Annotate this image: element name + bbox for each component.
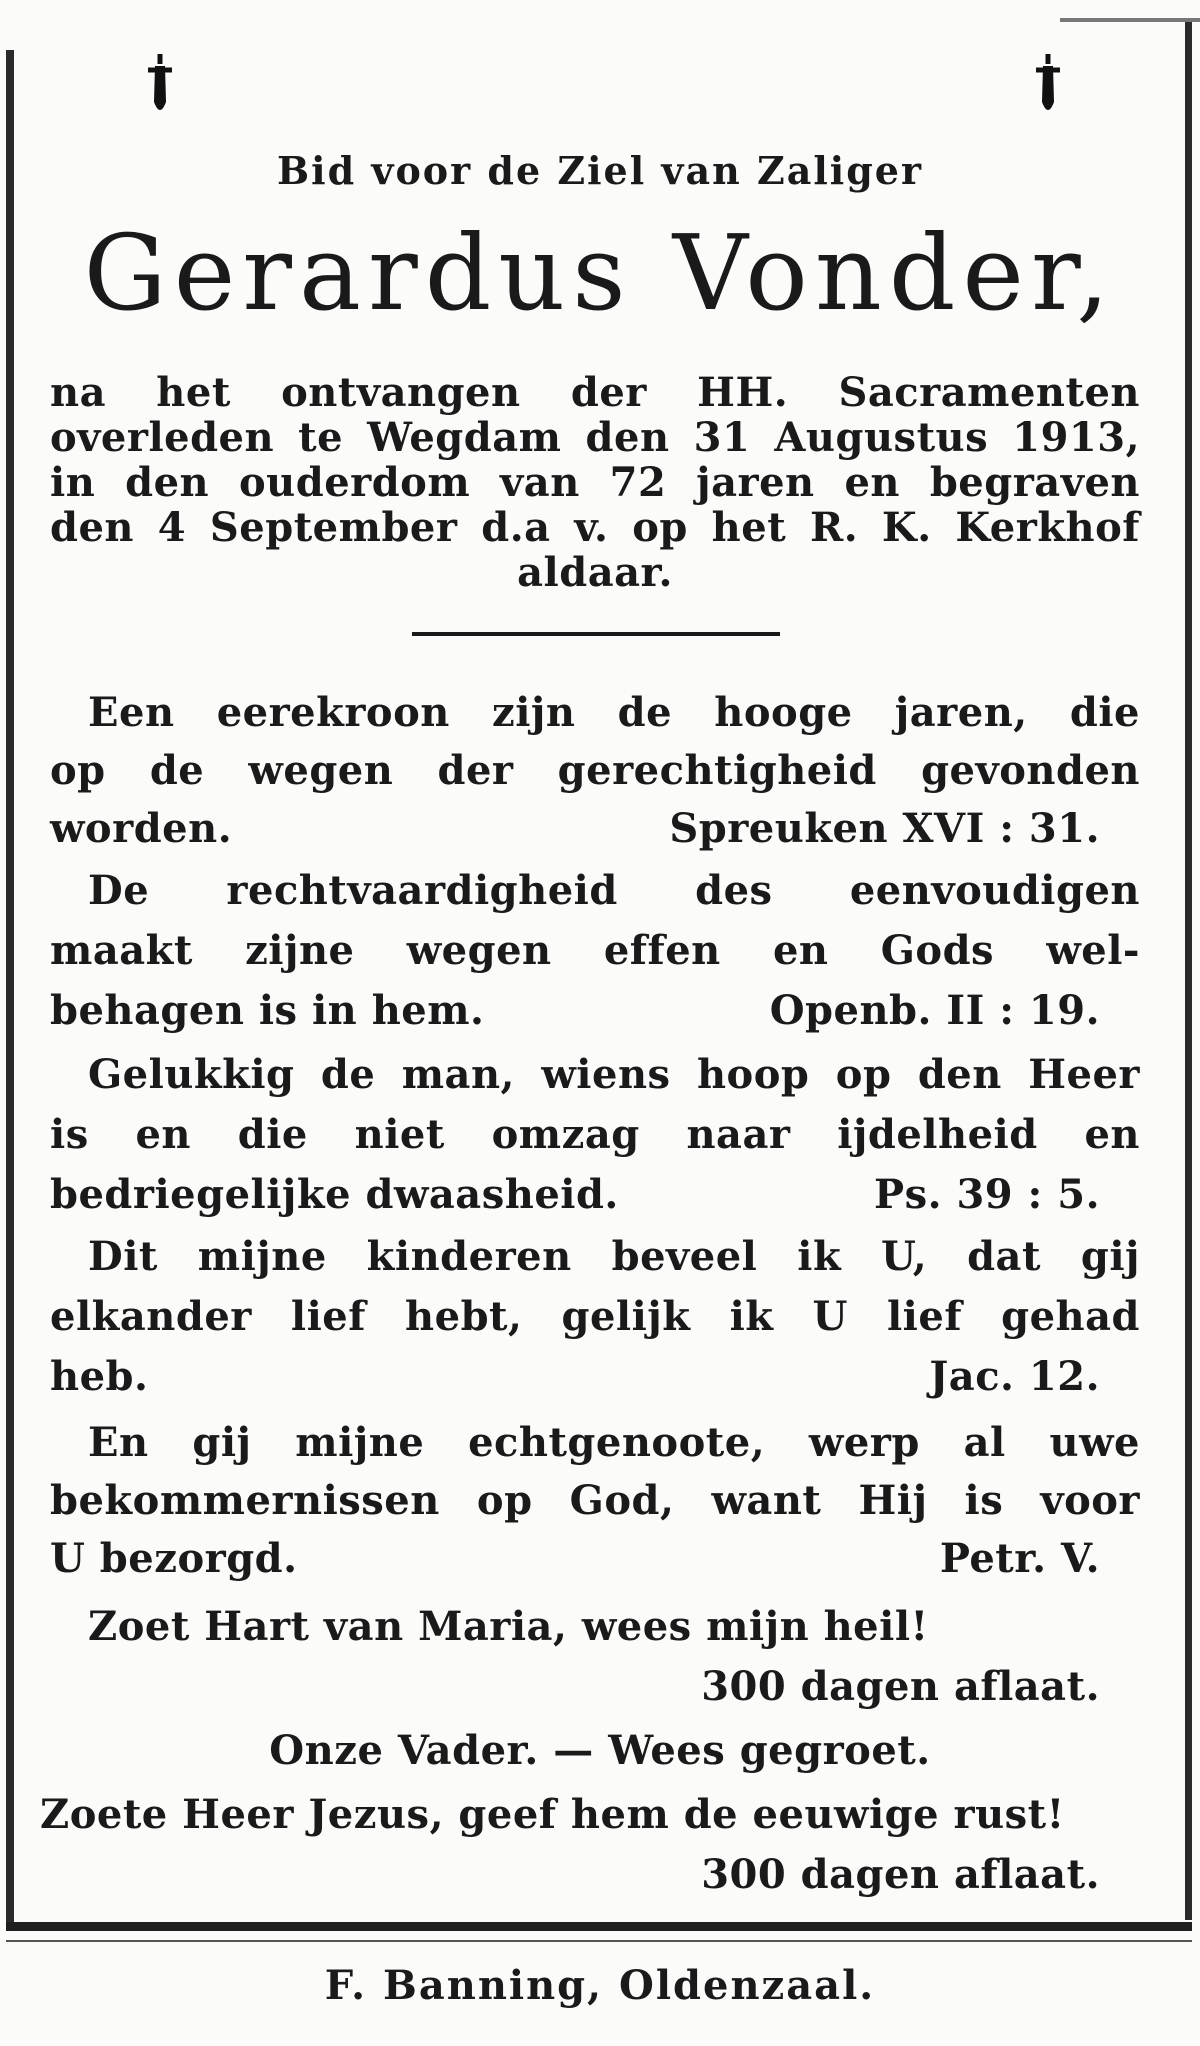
verse-last-line [50, 1172, 1140, 1218]
prayer-line: Onze Vader. — Wees gegroet. [269, 1727, 931, 1774]
biography-line: in den ouderdom van 72 jaren en begraven [50, 459, 1140, 506]
verse-reference: Jac. 12. [929, 1353, 1100, 1400]
header-prefix: Bid voor de Ziel van Zaliger [277, 148, 923, 193]
bottom-rule-thin [6, 1940, 1192, 1942]
biography-line: aldaar. [517, 549, 673, 596]
verse-last-line [50, 1354, 1140, 1400]
verse-text: behagen is in hem. [50, 987, 485, 1034]
verse-last-line [50, 806, 1140, 852]
verse-line: Dit mijne kinderen beveel ik U, dat gij [88, 1233, 1140, 1280]
verse-line: Een eerekroon zijn de hooge jaren, die [88, 689, 1140, 736]
verse-reference: Spreuken XVI : 31. [669, 805, 1100, 852]
cross-icon [140, 52, 180, 120]
verse-line: is en die niet omzag naar ijdelheid en [50, 1111, 1140, 1158]
verse-text: heb. [50, 1353, 149, 1400]
border-top-fragment [1060, 18, 1200, 22]
cross-icon [1028, 52, 1068, 120]
verse-text: bedriegelijke dwaasheid. [50, 1171, 619, 1218]
verse-last-line [50, 1536, 1140, 1582]
verse-text: U bezorgd. [50, 1535, 298, 1582]
biography-line: den 4 September d.a v. op het R. K. Kerkhof [50, 504, 1140, 551]
verse-line: bekommernissen op God, want Hij is voor [50, 1477, 1140, 1524]
verse-line: De rechtvaardigheid des eenvoudigen [88, 867, 1140, 914]
verse-reference: Ps. 39 : 5. [874, 1171, 1100, 1218]
indulgence: 300 dagen aflaat. [701, 1663, 1100, 1710]
verse-line: elkander lief hebt, gelijk ik U lief gehad [50, 1293, 1140, 1340]
verse-last-line [50, 988, 1140, 1034]
verse-line: op de wegen der gerechtigheid gevonden [50, 747, 1140, 794]
verse-text: worden. [50, 805, 233, 852]
verse-line: Gelukkig de man, wiens hoop op den Heer [88, 1051, 1140, 1098]
divider [412, 632, 780, 636]
deceased-name: Gerardus Vonder, [83, 212, 1117, 334]
biography-line: overleden te Wegdam den 31 Augustus 1913, [50, 414, 1140, 461]
verse-line: En gij mijne echtgenoote, werp al uwe [88, 1419, 1140, 1466]
ejaculation: Zoet Hart van Maria, wees mijn heil! [88, 1603, 929, 1650]
printer-imprint: F. Banning, Oldenzaal. [324, 1962, 876, 2009]
indulgence: 300 dagen aflaat. [701, 1851, 1100, 1898]
bottom-rule [6, 1922, 1192, 1931]
verse-reference: Openb. II : 19. [769, 987, 1100, 1034]
verse-line: maakt zijne wegen effen en Gods wel- [50, 927, 1140, 974]
verse-reference: Petr. V. [939, 1535, 1100, 1582]
border-left [6, 50, 14, 1930]
ejaculation: Zoete Heer Jezus, geef hem de eeuwige rust! [40, 1791, 1065, 1838]
biography-line: na het ontvangen der HH. Sacramenten [50, 369, 1140, 416]
